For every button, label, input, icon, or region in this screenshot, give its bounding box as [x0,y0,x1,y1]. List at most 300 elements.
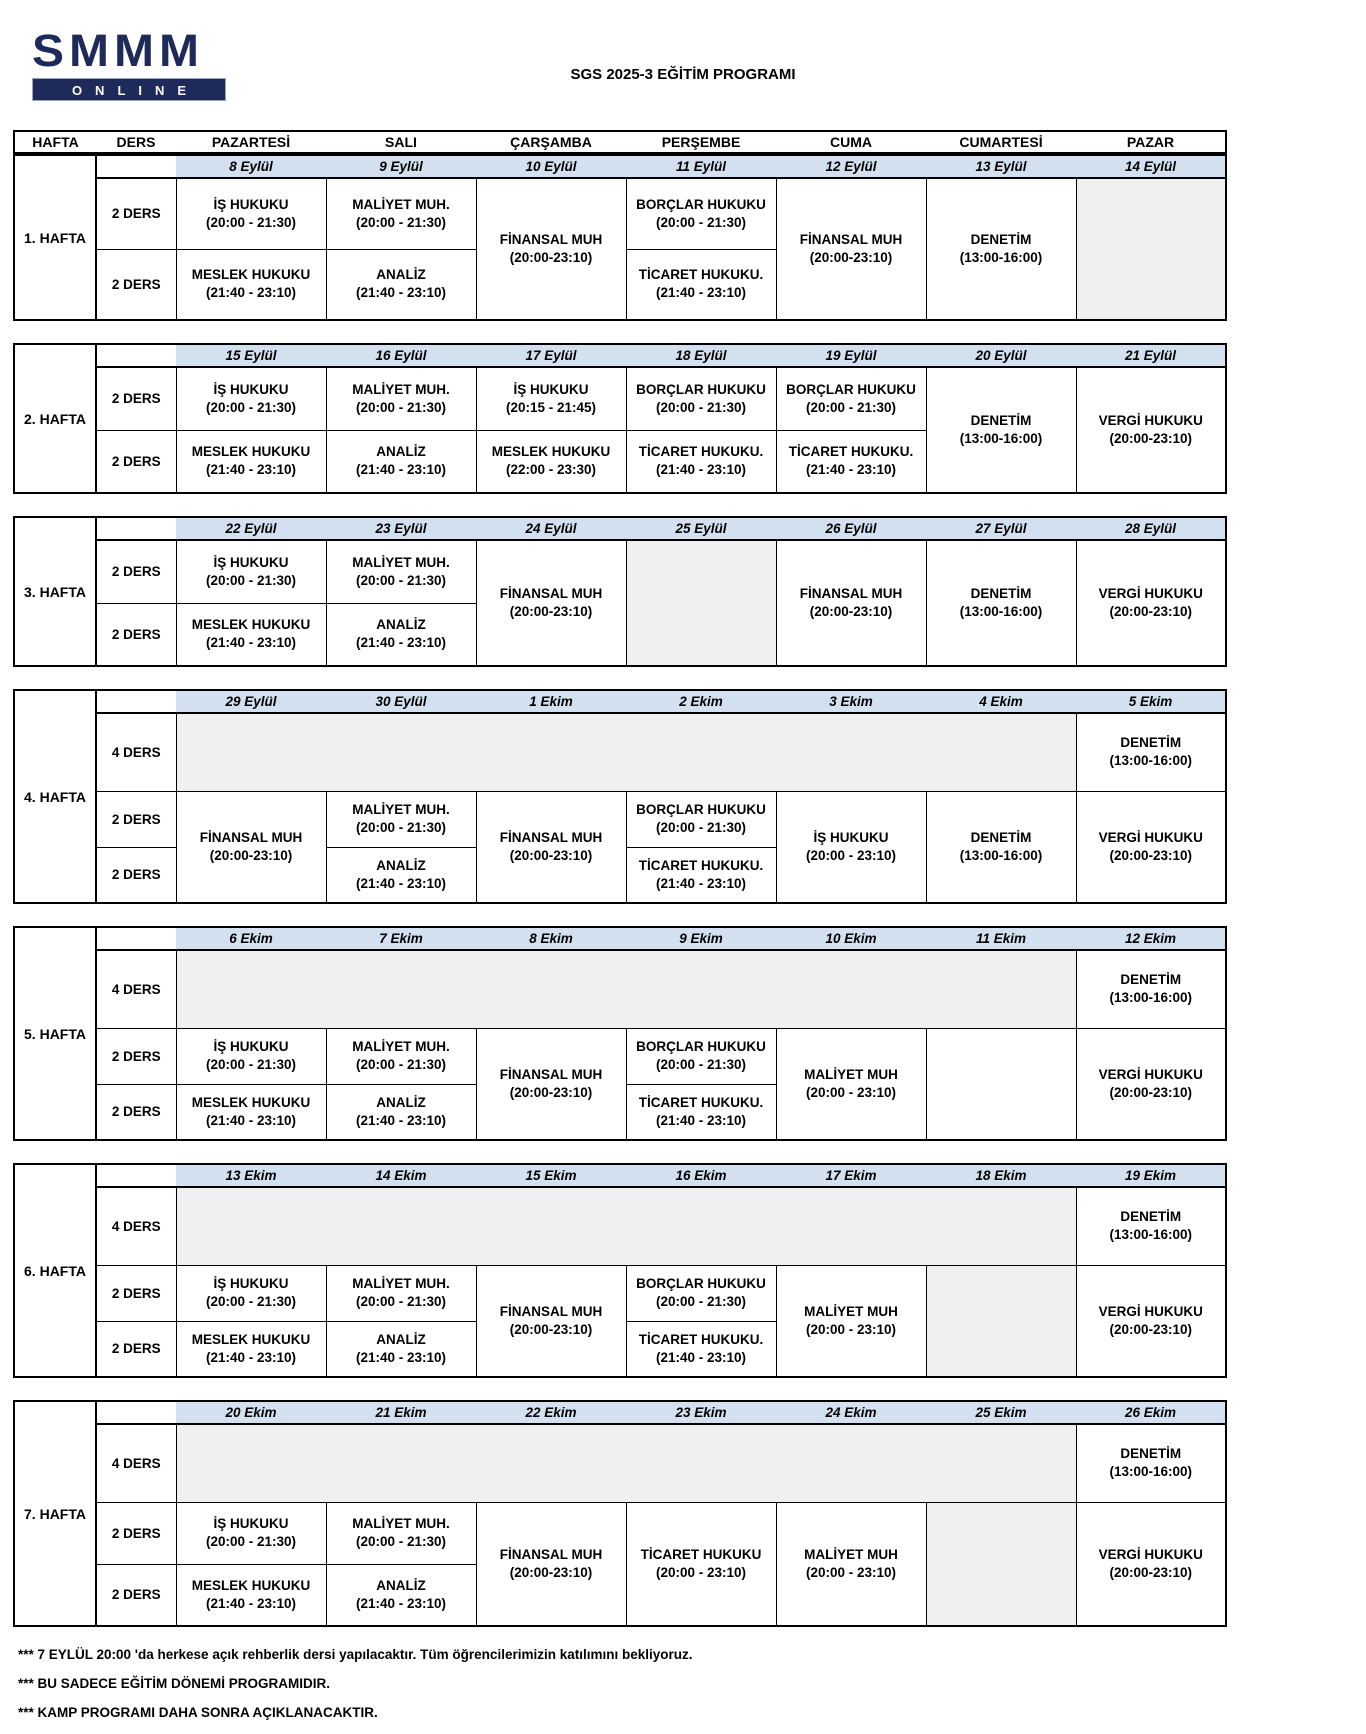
course-title: DENETİM [970,412,1032,428]
course-time: (21:40 - 23:10) [205,1595,297,1611]
course-title: MESLEK HUKUKU [191,1331,311,1347]
date-cell: 30 Eylül [326,690,476,713]
date-cell: 26 Ekim [1076,1401,1226,1424]
empty-cell [926,1028,1076,1140]
course-cell [326,367,476,430]
course-cell [626,178,776,249]
course-time: (20:00-23:10) [509,1321,593,1337]
date-cell: 12 Ekim [1076,927,1226,950]
course-time: (21:40 - 23:10) [355,1349,447,1365]
course-title: FİNANSAL MUH [499,1066,603,1082]
course-time: (21:40 - 23:10) [355,285,447,301]
date-row-blank [96,690,176,713]
week-7-table [13,1400,1227,1627]
course-time: (13:00-16:00) [959,847,1043,863]
course-cell [176,1564,326,1626]
week-6-table [13,1163,1227,1378]
course-time: (20:00 - 21:30) [805,399,897,415]
course-cell [626,791,776,847]
course-time: (13:00-16:00) [959,250,1043,265]
course-title: İŞ HUKUKU [213,1038,289,1054]
course-cell [176,249,326,320]
course-cell [176,367,326,430]
col-header-ders: DERS [116,134,156,150]
week-label: 2. HAFTA [14,344,96,493]
date-cell: 21 Ekim [326,1401,476,1424]
course-cell [776,178,926,320]
course-cell [926,791,1076,903]
course-cell [176,1028,326,1084]
course-time: (20:00 - 21:30) [355,1294,447,1309]
course-title: MALİYET MUH. [352,1275,450,1291]
course-cell [1076,1265,1226,1377]
course-time: (20:00-23:10) [1109,1321,1193,1337]
course-cell [626,1084,776,1140]
course-time: (20:00-23:10) [809,604,893,619]
week-1-table [13,154,1227,321]
date-cell: 11 Eylül [626,155,776,178]
course-cell [326,540,476,603]
course-title: BORÇLAR HUKUKU [786,381,916,397]
course-time: (20:00 - 21:30) [205,399,297,415]
course-time: (20:00-23:10) [509,604,593,619]
course-time: (20:00 - 21:30) [655,214,747,230]
course-title: TİCARET HUKUKU. [638,1094,764,1110]
course-time: (21:40 - 23:10) [205,462,297,478]
course-time: (21:40 - 23:10) [805,462,897,478]
course-time: (20:00-23:10) [1109,604,1193,619]
date-cell: 17 Ekim [776,1164,926,1187]
course-time: (21:40 - 23:10) [205,635,297,651]
course-cell [626,1502,776,1626]
course-time: (20:00 - 21:30) [655,1057,747,1072]
date-cell: 8 Eylül [176,155,326,178]
ders-count-label: 2 DERS [96,847,176,903]
course-time: (20:00 - 23:10) [805,1564,897,1580]
course-time: (20:00 - 21:30) [355,820,447,835]
date-cell: 27 Eylül [926,517,1076,540]
course-cell [1076,540,1226,666]
course-title: DENETİM [970,585,1032,601]
date-cell: 21 Eylül [1076,344,1226,367]
empty-band [176,1187,1076,1265]
course-time: (20:00-23:10) [509,1084,593,1100]
date-cell: 28 Eylül [1076,517,1226,540]
course-cell [176,430,326,493]
course-cell [326,430,476,493]
course-cell [476,1502,626,1626]
ders-count-label: 2 DERS [96,249,176,320]
course-time: (21:40 - 23:10) [655,462,747,478]
ders-count-label: 2 DERS [96,1028,176,1084]
course-title: MESLEK HUKUKU [191,1094,311,1110]
date-row-blank [96,1164,176,1187]
column-header-row [13,130,1227,154]
course-cell [176,1321,326,1377]
course-title: İŞ HUKUKU [513,381,589,397]
course-title: İŞ HUKUKU [813,829,889,845]
date-cell: 22 Ekim [476,1401,626,1424]
course-cell [926,367,1076,493]
week-label: 4. HAFTA [14,690,96,903]
course-time: (20:00 - 21:30) [205,1057,297,1072]
date-cell: 18 Eylül [626,344,776,367]
date-row-blank [96,927,176,950]
course-time: (20:00-23:10) [1109,847,1193,863]
col-header-cumartesi: CUMARTESİ [959,134,1043,150]
ders-count-label: 4 DERS [96,1424,176,1502]
page-title: SGS 2025-3 EĞİTİM PROGRAMI [570,66,796,83]
date-row-blank [96,517,176,540]
course-title: İŞ HUKUKU [213,196,289,212]
course-cell [776,540,926,666]
course-time: (13:00-16:00) [959,431,1043,446]
course-cell [626,1321,776,1377]
course-cell [326,847,476,903]
course-time: (20:00 - 21:30) [655,399,747,415]
course-title: DENETİM [970,829,1032,845]
course-time: (13:00-16:00) [959,604,1043,619]
empty-cell [1076,178,1226,320]
course-title: MESLEK HUKUKU [191,444,311,460]
ders-count-label: 4 DERS [96,713,176,791]
course-time: (20:00-23:10) [1109,431,1193,446]
course-cell [176,791,326,903]
course-time: (21:40 - 23:10) [205,1349,297,1365]
course-title: DENETİM [1120,1209,1182,1225]
col-header-pazartesi: PAZARTESİ [211,134,291,150]
ders-count-label: 2 DERS [96,540,176,603]
course-title: ANALİZ [376,444,426,460]
course-title: BORÇLAR HUKUKU [636,381,766,397]
date-cell: 25 Ekim [926,1401,1076,1424]
date-cell: 19 Ekim [1076,1164,1226,1187]
course-time: (20:00 - 23:10) [805,1321,897,1337]
course-title: BORÇLAR HUKUKU [636,1275,766,1291]
course-time: (22:00 - 23:30) [505,462,597,478]
course-title: MALİYET MUH [804,1546,898,1562]
date-cell: 26 Eylül [776,517,926,540]
course-title: FİNANSAL MUH [499,1546,603,1562]
course-cell [176,603,326,666]
date-cell: 11 Ekim [926,927,1076,950]
date-cell: 7 Ekim [326,927,476,950]
date-cell: 17 Eylül [476,344,626,367]
date-cell: 13 Ekim [176,1164,326,1187]
date-cell: 10 Eylül [476,155,626,178]
col-header-persembe: PERŞEMBE [661,134,741,150]
week-4-table [13,689,1227,904]
empty-band [176,713,1076,791]
date-cell: 5 Ekim [1076,690,1226,713]
date-cell: 15 Ekim [476,1164,626,1187]
ders-count-label: 2 DERS [96,178,176,249]
date-cell: 14 Eylül [1076,155,1226,178]
course-time: (13:00-16:00) [1109,990,1193,1006]
course-title: TİCARET HUKUKU. [788,444,914,460]
course-time: (21:40 - 23:10) [655,285,747,301]
date-cell: 2 Ekim [626,690,776,713]
course-title: TİCARET HUKUKU. [638,267,764,283]
course-cell [776,791,926,903]
course-cell [476,791,626,903]
course-title: MESLEK HUKUKU [191,267,311,283]
ders-count-label: 2 DERS [96,367,176,430]
course-cell [176,1084,326,1140]
course-title: FİNANSAL MUH [499,231,603,247]
course-cell [626,1028,776,1084]
course-title: DENETİM [1120,735,1182,751]
course-title: FİNANSAL MUH [499,1303,603,1319]
course-title: MALİYET MUH. [352,1515,450,1531]
footnotes [18,1640,693,1727]
course-title: MALİYET MUH. [352,196,450,212]
logo-online-bar: ONLINE [32,78,226,101]
course-cell [626,249,776,320]
course-time: (20:00 - 21:30) [205,1534,297,1549]
course-title: İŞ HUKUKU [213,1275,289,1291]
course-title: BORÇLAR HUKUKU [636,1038,766,1054]
date-cell: 24 Eylül [476,517,626,540]
course-cell [776,1265,926,1377]
date-cell: 13 Eylül [926,155,1076,178]
empty-cell [926,1265,1076,1377]
course-title: TİCARET HUKUKU. [638,444,764,460]
course-time: (21:40 - 23:10) [655,1349,747,1365]
course-cell [326,249,476,320]
course-title: ANALİZ [376,1577,426,1593]
course-time: (21:40 - 23:10) [355,462,447,478]
date-cell: 19 Eylül [776,344,926,367]
course-title: TİCARET HUKUKU. [638,857,764,873]
course-cell [626,847,776,903]
course-time: (20:00-23:10) [1109,1084,1193,1100]
course-time: (21:40 - 23:10) [655,1112,747,1128]
course-time: (21:40 - 23:10) [655,875,747,891]
ders-count-label: 2 DERS [96,430,176,493]
course-time: (21:40 - 23:10) [355,875,447,891]
course-title: BORÇLAR HUKUKU [636,801,766,817]
date-cell: 6 Ekim [176,927,326,950]
course-time: (20:00 - 21:30) [655,1294,747,1309]
course-cell [326,603,476,666]
date-row-blank [96,1401,176,1424]
course-title: FİNANSAL MUH [199,829,303,845]
course-time: (20:00 - 21:30) [355,1057,447,1072]
course-time: (20:00 - 21:30) [205,572,297,588]
course-title: MALİYET MUH. [352,1038,450,1054]
course-time: (20:15 - 21:45) [505,399,597,415]
course-time: (21:40 - 23:10) [355,635,447,651]
date-cell: 4 Ekim [926,690,1076,713]
week-label: 3. HAFTA [14,517,96,666]
course-title: MESLEK HUKUKU [191,617,311,633]
date-cell: 29 Eylül [176,690,326,713]
course-cell [626,1265,776,1321]
course-title: TİCARET HUKUKU. [638,1331,764,1347]
date-cell: 18 Ekim [926,1164,1076,1187]
date-cell: 14 Ekim [326,1164,476,1187]
course-cell [776,430,926,493]
course-title: TİCARET HUKUKU [640,1546,762,1562]
course-time: (20:00-23:10) [809,250,893,265]
course-time: (20:00 - 21:30) [355,399,447,415]
course-title: BORÇLAR HUKUKU [636,196,766,212]
ders-count-label: 2 DERS [96,1321,176,1377]
course-time: (20:00 - 21:30) [355,1534,447,1549]
course-title: VERGİ HUKUKU [1098,585,1203,601]
course-cell [776,1028,926,1140]
date-row-blank [96,155,176,178]
col-header-sali: SALI [385,134,417,150]
week-3-table [13,516,1227,667]
course-title: VERGİ HUKUKU [1098,1303,1203,1319]
course-title: ANALİZ [376,857,426,873]
date-cell: 20 Ekim [176,1401,326,1424]
course-cell [176,178,326,249]
course-title: FİNANSAL MUH [499,829,603,845]
course-time: (13:00-16:00) [1109,1464,1193,1480]
course-title: ANALİZ [376,1094,426,1110]
course-time: (13:00-16:00) [1109,753,1193,769]
date-cell: 20 Eylül [926,344,1076,367]
course-cell [776,1502,926,1626]
col-header-cuma: CUMA [830,134,872,150]
course-cell [326,1265,476,1321]
course-cell [326,1321,476,1377]
course-time: (20:00-23:10) [1109,1564,1193,1580]
course-cell [626,430,776,493]
ders-count-label: 2 DERS [96,1084,176,1140]
course-cell [476,1028,626,1140]
date-cell: 23 Ekim [626,1401,776,1424]
course-time: (20:00 - 23:10) [805,1084,897,1100]
course-cell [476,540,626,666]
course-time: (20:00 - 21:30) [355,214,447,230]
course-title: DENETİM [1120,1446,1182,1462]
course-title: MALİYET MUH. [352,554,450,570]
ders-count-label: 2 DERS [96,1564,176,1626]
course-cell [176,1502,326,1564]
course-cell [476,178,626,320]
course-cell [476,367,626,430]
course-title: VERGİ HUKUKU [1098,412,1203,428]
ders-count-label: 4 DERS [96,950,176,1028]
course-title: ANALİZ [376,617,426,633]
course-cell [1076,713,1226,791]
course-title: İŞ HUKUKU [213,1515,289,1531]
course-time: (20:00 - 23:10) [805,847,897,863]
course-cell [926,540,1076,666]
week-label: 7. HAFTA [14,1401,96,1626]
schedule [13,130,1225,1627]
course-cell [476,1265,626,1377]
course-title: DENETİM [970,231,1032,247]
course-time: (20:00 - 21:30) [655,820,747,835]
date-cell: 25 Eylül [626,517,776,540]
course-title: ANALİZ [376,1331,426,1347]
course-cell [1076,791,1226,903]
course-cell [1076,950,1226,1028]
course-cell [1076,1028,1226,1140]
course-cell [1076,1424,1226,1502]
course-time: (21:40 - 23:10) [205,1112,297,1128]
course-cell [1076,367,1226,493]
date-cell: 12 Eylül [776,155,926,178]
date-cell: 24 Ekim [776,1401,926,1424]
course-cell [326,1028,476,1084]
course-cell [476,430,626,493]
course-title: VERGİ HUKUKU [1098,1066,1203,1082]
course-title: MESLEK HUKUKU [491,444,611,460]
course-time: (20:00-23:10) [209,847,293,863]
date-cell: 23 Eylül [326,517,476,540]
empty-band [176,1424,1076,1502]
course-cell [926,178,1076,320]
week-label: 6. HAFTA [14,1164,96,1377]
course-title: VERGİ HUKUKU [1098,1546,1203,1562]
date-cell: 16 Ekim [626,1164,776,1187]
ders-count-label: 4 DERS [96,1187,176,1265]
ders-count-label: 2 DERS [96,791,176,847]
empty-cell [626,540,776,666]
course-cell [326,791,476,847]
course-title: DENETİM [1120,972,1182,988]
date-cell: 15 Eylül [176,344,326,367]
empty-band [176,950,1076,1028]
course-cell [176,1265,326,1321]
course-title: MALİYET MUH. [352,381,450,397]
date-cell: 22 Eylül [176,517,326,540]
course-time: (20:00 - 21:30) [205,214,297,230]
course-cell [326,178,476,249]
col-header-carsamba: ÇARŞAMBA [510,134,592,150]
date-cell: 9 Ekim [626,927,776,950]
course-cell [776,367,926,430]
week-label: 1. HAFTA [14,155,96,320]
course-title: MALİYET MUH [804,1066,898,1082]
course-title: MALİYET MUH. [352,801,450,817]
date-row-blank [96,344,176,367]
date-cell: 8 Ekim [476,927,626,950]
course-cell [326,1564,476,1626]
course-time: (21:40 - 23:10) [355,1112,447,1128]
footnote-line: *** BU SADECE EĞİTİM DÖNEMİ PROGRAMIDIR. [18,1676,331,1691]
course-cell [626,367,776,430]
footnote-line: *** 7 EYLÜL 20:00 'da herkese açık rehberlik dersi yapılacaktır. Tüm öğrencilerimizin katılımını bekliyoruz. [18,1647,693,1662]
course-time: (20:00 - 23:10) [655,1564,747,1580]
course-title: FİNANSAL MUH [499,585,603,601]
course-time: (20:00 - 21:30) [205,1294,297,1309]
course-time: (20:00-23:10) [509,847,593,863]
week-5-table [13,926,1227,1141]
ders-count-label: 2 DERS [96,1265,176,1321]
course-cell [176,540,326,603]
course-time: (20:00 - 21:30) [355,572,447,588]
date-cell: 3 Ekim [776,690,926,713]
course-time: (20:00-23:10) [509,1564,593,1580]
empty-cell [926,1502,1076,1626]
course-cell [1076,1187,1226,1265]
course-time: (21:40 - 23:10) [355,1595,447,1611]
date-cell: 10 Ekim [776,927,926,950]
course-title: İŞ HUKUKU [213,381,289,397]
course-cell [326,1502,476,1564]
course-title: FİNANSAL MUH [799,585,903,601]
course-cell [1076,1502,1226,1626]
logo-brand-text: SMMM [32,26,204,77]
course-title: ANALİZ [376,267,426,283]
